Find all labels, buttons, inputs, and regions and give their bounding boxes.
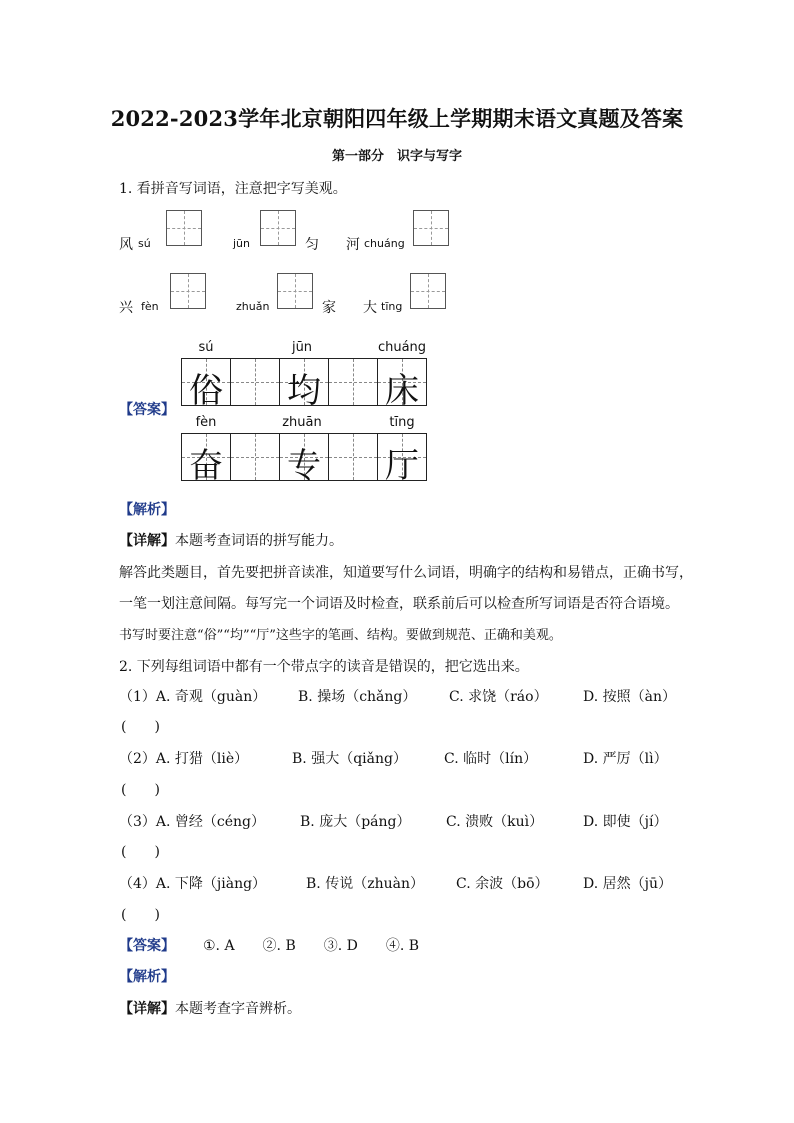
q2-option-b: B. 庞大（páng） bbox=[300, 814, 411, 830]
q2-option-a: （4）A. 下降（jiàng） bbox=[119, 876, 267, 892]
q2-option-c: C. 临时（lín） bbox=[444, 751, 538, 767]
answer-pinyin: zhuān bbox=[282, 415, 322, 430]
answer-blank[interactable]: ( ) bbox=[121, 782, 160, 798]
answer-char: 床 bbox=[385, 371, 419, 411]
q1-pinyin: zhuǎn bbox=[236, 300, 270, 313]
answer-cell bbox=[329, 359, 378, 405]
writing-grid[interactable] bbox=[170, 273, 206, 309]
explanation-line-1: 解答此类题目，首先要把拼音读准，知道要写什么词语，明确字的结构和易错点，正确书写， bbox=[119, 565, 693, 581]
q2-option-c: C. 溃败（kuì） bbox=[446, 814, 544, 830]
answer-cell bbox=[378, 359, 426, 411]
q2-option-d: D. 严厉（lì） bbox=[583, 751, 668, 767]
q1-pinyin: tīng bbox=[381, 300, 403, 313]
answer-pinyin: jūn bbox=[291, 340, 313, 355]
answer-char: 厅 bbox=[385, 446, 419, 486]
answer-grid-row-1 bbox=[181, 358, 427, 411]
answer-cell bbox=[378, 434, 426, 486]
q1-pinyin: fèn bbox=[141, 300, 159, 313]
answer-blank[interactable]: ( ) bbox=[121, 844, 160, 860]
answer-char: 专 bbox=[287, 446, 321, 486]
q2-option-a: （1）A. 奇观（guàn） bbox=[119, 689, 267, 705]
q2-option-d: D. 按照（àn） bbox=[583, 689, 676, 705]
q2-stem: 2. 下列每组词语中都有一个带点字的读音是错误的，把它选出来。 bbox=[119, 659, 529, 675]
q2-option-a: （3）A. 曾经（céng） bbox=[119, 814, 266, 830]
q2-option-b: B. 强大（qiǎng） bbox=[292, 751, 407, 767]
detail-line bbox=[119, 998, 301, 1018]
page-title: 2022-2023学年北京朝阳四年级上学期期末语文真题及答案 bbox=[110, 106, 684, 131]
answer-cell bbox=[280, 434, 329, 486]
explanation-line-2: 一笔一划注意间隔。每写完一个词语及时检查，联系前后可以检查所写词语是否符合语境。 bbox=[119, 596, 679, 612]
answer-cell bbox=[329, 434, 378, 480]
q1-char: 河 bbox=[346, 237, 360, 253]
q1-char: 风 bbox=[119, 237, 133, 253]
detail-line bbox=[119, 530, 343, 550]
answer-cell bbox=[182, 359, 231, 411]
q2-answer-line bbox=[119, 935, 419, 955]
q1-pinyin: sú bbox=[138, 237, 151, 250]
writing-grid[interactable] bbox=[410, 273, 446, 309]
writing-grid[interactable] bbox=[413, 210, 449, 246]
answer-label: 【答案】 bbox=[119, 938, 175, 954]
writing-grid[interactable] bbox=[166, 210, 202, 246]
q2-option-c: C. 求饶（ráo） bbox=[449, 689, 548, 705]
answer-grid-row-2 bbox=[181, 433, 427, 486]
q1-char: 大 bbox=[363, 300, 377, 316]
answer-cell bbox=[231, 359, 280, 405]
answer-char: 均 bbox=[287, 371, 321, 411]
answer-pinyin: sú bbox=[198, 340, 214, 355]
q2-option-c: C. 余波（bō） bbox=[456, 876, 549, 892]
q1-char: 兴 bbox=[119, 300, 133, 316]
detail-label: 【详解】 bbox=[119, 533, 175, 549]
writing-grid[interactable] bbox=[277, 273, 313, 309]
answer-char: 奋 bbox=[189, 446, 223, 486]
analysis-label: 【解析】 bbox=[119, 969, 175, 985]
answer-label: 【答案】 bbox=[119, 402, 175, 418]
answer-cell bbox=[280, 359, 329, 411]
answer-cell bbox=[182, 434, 231, 486]
writing-grid[interactable] bbox=[260, 210, 296, 246]
q1-pinyin: chuáng bbox=[364, 237, 405, 250]
detail-text: 本题考查字音辨析。 bbox=[175, 1001, 301, 1017]
q2-option-b: B. 操场（chǎng） bbox=[298, 689, 417, 705]
q2-option-a: （2）A. 打猎（liè） bbox=[119, 751, 249, 767]
detail-label: 【详解】 bbox=[119, 1001, 175, 1017]
answer-blank[interactable]: ( ) bbox=[121, 907, 160, 923]
answer-cell bbox=[231, 434, 280, 480]
detail-text: 本题考查词语的拼写能力。 bbox=[175, 533, 343, 549]
q1-stem: 1. 看拼音写词语，注意把字写美观。 bbox=[119, 181, 347, 197]
q2-option-d: D. 居然（jū） bbox=[583, 876, 672, 892]
q1-char: 匀 bbox=[305, 237, 319, 253]
q2-option-b: B. 传说（zhuàn） bbox=[306, 876, 424, 892]
answer-char: 俗 bbox=[189, 371, 223, 411]
answer-pinyin: tīng bbox=[389, 415, 415, 430]
explanation-line-3: 书写时要注意“俗”“均”“厅”这些字的笔画、结构。要做到规范、正确和美观。 bbox=[119, 628, 562, 643]
answer-blank[interactable]: ( ) bbox=[121, 719, 160, 735]
q1-char: 家 bbox=[322, 300, 336, 316]
q2-option-d: D. 即使（jí） bbox=[583, 814, 668, 830]
analysis-label: 【解析】 bbox=[119, 502, 175, 518]
answer-text: ①. A ②. B ③. D ④. B bbox=[203, 938, 420, 954]
section-heading: 第一部分 识字与写字 bbox=[331, 149, 462, 164]
answer-pinyin: fèn bbox=[195, 415, 217, 430]
answer-pinyin: chuáng bbox=[377, 340, 427, 355]
q1-pinyin: jūn bbox=[233, 237, 250, 250]
